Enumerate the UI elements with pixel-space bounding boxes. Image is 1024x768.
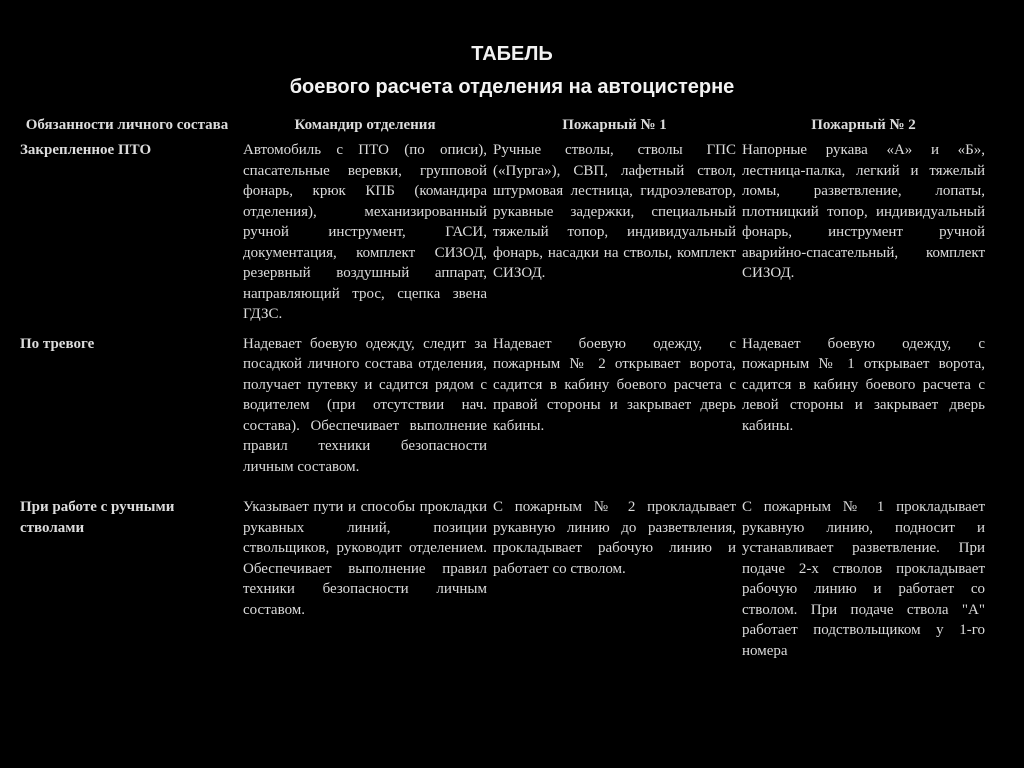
table-cell: Ручные стволы, стволы ГПС («Пурга»), СВП, лафетный ствол, штурмовая лестница, гидроэлеватор, рукавные задержки, специальный тяжелый топор, индивидуальный фонарь, насадки на стволы, комплект СИЗОД. [493,142,736,281]
row-label: Закрепленное ПТО [20,142,152,158]
duty-table [14,111,988,669]
page-title [0,38,1024,104]
header-firefighter-1: Пожарный № 1 [562,117,667,133]
table-row [14,139,988,333]
table-header-row [14,111,988,139]
table-cell: Автомобиль с ПТО (по описи), спасательные веревки, групповой фонарь, крюк КПБ (командира отделения), механизированный ручной инструмент, ГАСИ, документация, комплект СИЗОД, резервный воздушный аппарат, направляющий трос, сцепка звена ГДЗС. [243,142,487,322]
header-commander: Командир отделения [294,117,436,133]
table-cell: Напорные рукава «А» и «Б», лестница-палка, легкий и тяжелый ломы, разветвление, лопаты, плотницкий топор, индивидуальный фонарь, инструмент ручной аварийно-спасательный, комплект СИЗОД. [742,142,985,281]
header-duties: Обязанности личного состава [25,117,229,133]
table-cell: Надевает боевую одежду, следит за посадкой личного состава отделения, получает путевку и садится рядом с водителем (при отсутствии нач. состава). Обеспечивает выполнение правил техники безопасности личным составом. [243,335,487,475]
table-cell: С пожарным № 1 прокладывает рукавную линию, подносит и устанавливает разветвление. При подаче 2-х стволов прокладывает рабочую линию и работает со стволом. При подаче ствола "А" работает подствольщиком у 1-го номера [742,499,985,659]
row-label: При работе с ручными стволами [20,499,175,536]
table-cell: Надевает боевую одежду, с пожарным № 1 открывает ворота, садится в кабину боевого расчета с левой стороны и закрывает дверь кабины. [742,335,985,434]
header-firefighter-2: Пожарный № 2 [811,117,916,133]
table-cell: Надевает боевую одежду, с пожарным № 2 открывает ворота, садится в кабину боевого расчета с правой стороны и закрывает дверь кабины. [493,335,736,434]
row-label: По тревоге [20,335,95,352]
table-cell: С пожарным № 2 прокладывает рукавную линию до разветвления, прокладывает рабочую линию и работает со стволом. [493,499,736,577]
title-line-1: ТАБЕЛЬ [471,43,553,65]
table-row [14,333,988,486]
title-line-2: боевого расчета отделения на автоцистерне [289,76,735,98]
table-cell: Указывает пути и способы прокладки рукавных линий, позиции ствольщиков, руководит отделением. Обеспечивает выполнение правил техники безопасности личным составом. [243,499,487,618]
table-row [14,485,988,669]
